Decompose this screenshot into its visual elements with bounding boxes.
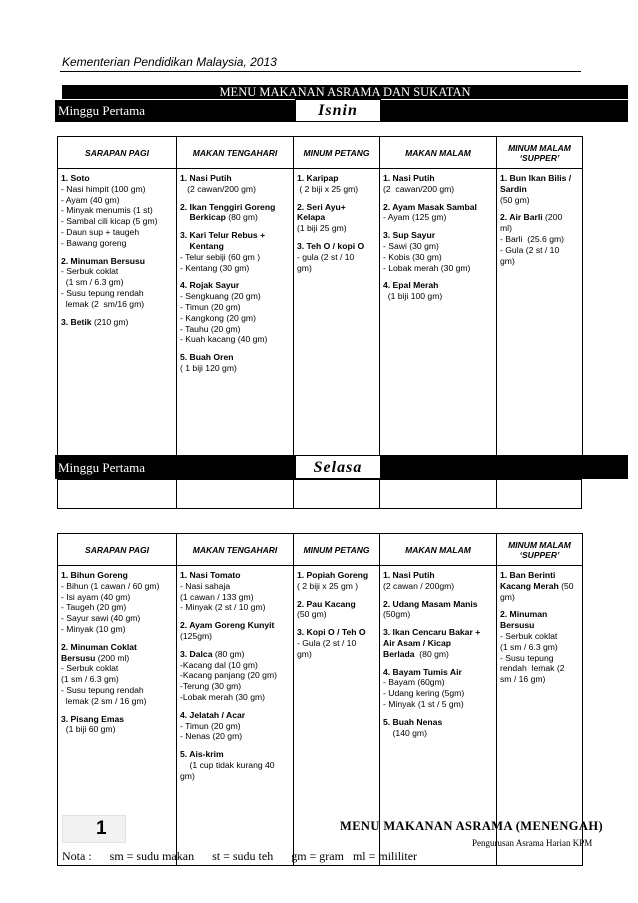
spacer [297,234,377,241]
menu-item-title: 2. Seri Ayu+ [297,201,346,212]
menu-item-title: 2. Ayam Masak Sambal [383,201,477,212]
menu-item-detail: -Kacang dal (10 gm) [180,659,258,670]
menu-item-detail: - Kentang (30 gm) [180,262,250,273]
column-header: SARAPAN PAGI [58,534,177,566]
menu-item-detail: 2. Air Barli (200 [500,212,563,223]
menu-item-detail: - Timun (20 gm) [180,301,241,312]
menu-item-title: 5. Ais-krim [180,749,224,760]
blank-cell [176,479,294,509]
menu-item-detail: - Susu tepung [500,652,554,663]
menu-item-detail: (1 biji 100 gm) [383,291,443,302]
menu-item-title: 2. Minuman Bersusu [61,255,146,266]
menu-item-detail: - Daun sup + taugeh [61,226,140,237]
spacer [61,249,174,256]
menu-item-detail: (140 gm) [383,727,427,738]
menu-item-detail: - Minyak menumis (1 st) [61,205,153,216]
menu-table-isnin [57,136,583,472]
column-header: MAKAN TENGAHARI [177,534,294,566]
menu-item-detail: - Minyak (2 st / 10 gm) [180,602,266,613]
menu-item-detail: Berkicap (80 gm) [180,212,258,223]
menu-cell [177,566,294,866]
spacer [180,642,291,649]
menu-item-detail: - Serbuk coklat [500,630,558,641]
menu-item-detail: - Sawi (30 gm) [383,240,439,251]
menu-item-detail: - Ayam (125 gm) [383,212,447,223]
week-label: Minggu Pertama [58,103,146,118]
menu-item-detail: Kacang Merah (50 [500,580,574,591]
menu-item-title: 3. Ikan Cencaru Bakar + [383,627,481,638]
menu-item-detail: - Minyak (10 gm) [61,623,126,634]
spacer [180,742,291,749]
menu-item-title: Kelapa [297,212,326,223]
menu-item-detail: gm) [180,770,195,781]
menu-item-detail: - Gula (2 st / 10 [500,244,560,255]
menu-item-title: 3. Teh O / kopi O [297,240,365,251]
main-title: MENU MAKANAN ASRAMA DAN SUKATAN [62,85,628,99]
menu-item-detail: (2 cawan/200 gm) [180,183,256,194]
menu-item-detail: - Ayam (40 gm) [61,194,120,205]
column-header: MINUM MALAM ‘SUPPER’ [497,137,583,169]
menu-item-detail: - Susu tepung rendah [61,287,144,298]
menu-item-detail: ( 1 biji 120 gm) [180,362,237,373]
menu-item-title: 2. Pau Kacang [297,598,356,609]
menu-item-detail: - gula (2 st / 10 [297,251,355,262]
spacer [297,195,377,202]
menu-item-detail: (50gm) [383,609,411,620]
menu-item-detail: gm) [500,591,515,602]
menu-item-detail: - Sayur sawi (40 gm) [61,613,141,624]
spacer [383,620,494,627]
spacer [383,660,494,667]
document-header: Kementerian Pendidikan Malaysia, 2013 [62,55,277,69]
menu-item-detail: - Kangkong (20 gm) [180,312,256,323]
menu-item-title: 1. Nasi Tomato [180,570,241,580]
menu-item-detail: - Telur sebiji (60 gm ) [180,251,261,262]
menu-item-detail: sm / 16 gm) [500,674,546,685]
menu-item-detail: - Bayam (60gm) [383,677,445,688]
menu-item-title: 1. Nasi Putih [383,173,435,183]
spacer [61,707,174,714]
spacer [297,592,377,599]
menu-item-detail: - Bihun (1 cawan / 60 gm) [61,580,160,591]
spacer [180,613,291,620]
menu-item-title: Sardin [500,183,527,194]
menu-item-title: 3. Kopi O / Teh O [297,627,366,638]
menu-item-title: 3. Pisang Emas [61,713,125,724]
column-header: SARAPAN PAGI [58,137,177,169]
blank-cell [379,479,497,509]
menu-item-title: 3. Sup Sayur [383,230,436,241]
column-header: MINUM PETANG [294,137,380,169]
menu-item-title: 3. Kari Telur Rebus + [180,230,266,241]
menu-item-detail: - Nasi himpit (100 gm) [61,183,146,194]
menu-item-detail: - Lobak merah (30 gm) [383,262,471,273]
day-label-selasa: Selasa [295,455,381,479]
menu-item-detail: - Sengkuang (20 gm) [180,291,261,302]
menu-item-detail: (2 cawan/200 gm) [383,183,455,194]
day-label-isnin: Isnin [295,99,381,122]
menu-item-detail: (1 cup tidak kurang 40 [180,759,275,770]
menu-cell [294,169,380,472]
menu-item-detail: rendah lemak (2 [500,663,565,674]
menu-item-detail: (125gm) [180,630,212,641]
spacer [61,635,174,642]
menu-item-detail: (50 gm) [297,609,327,620]
column-header: MINUM PETANG [294,534,380,566]
menu-item-detail: - Tauhu (20 gm) [180,323,241,334]
blank-row [57,479,582,509]
spacer [383,273,494,280]
spacer [180,345,291,352]
menu-item-detail: - Kuah kacang (40 gm) [180,334,268,345]
menu-item-detail: - Minyak (1 st / 5 gm) [383,698,464,709]
column-header: MINUM MALAM ‘SUPPER’ [497,534,583,566]
footer-subtitle: Pengurusan Asrama Harian KPM [472,838,593,848]
menu-item-detail: -Lobak merah (30 gm) [180,691,266,702]
menu-item-title: 1. Bihun Goreng [61,570,128,580]
spacer [383,592,494,599]
menu-item-detail: 3. Betik (210 gm) [61,316,129,327]
header-rule [60,71,581,72]
menu-item-detail: gm) [500,255,515,266]
menu-item-detail: ml) [500,223,512,234]
menu-item-title: 1. Soto [61,173,90,183]
menu-item-detail: - Nasi sahaja [180,580,231,591]
menu-item-title: Air Asam / Kicap [383,637,451,648]
menu-item-detail: gm) [297,262,312,273]
spacer [500,205,580,212]
menu-item-title: 4. Rojak Sayur [180,280,240,291]
menu-item-detail: (1 biji 60 gm) [61,724,116,735]
menu-item-detail: - Isi ayam (40 gm) [61,591,131,602]
menu-item-title: 5. Buah Nenas [383,716,443,727]
menu-item-detail: - Taugeh (20 gm) [61,602,127,613]
menu-item-detail: -Terung (30 gm) [180,681,242,692]
menu-item-title: 4. Epal Merah [383,280,439,291]
menu-item-detail: - Nenas (20 gm) [180,731,243,742]
column-header: MAKAN MALAM [380,137,497,169]
spacer [180,195,291,202]
menu-item-detail: (1 sm / 6.3 gm) [61,674,119,685]
menu-cell [380,169,497,472]
spacer [61,310,174,317]
blank-cell [293,479,380,509]
menu-item-detail: - Udang kering (5gm) [383,688,465,699]
menu-item-title: 2. Ikan Tenggiri Goreng [180,201,276,212]
menu-item-detail: lemak (2 sm/16 gm) [61,298,145,309]
menu-item-title: 4. Jelatah / Acar [180,709,246,720]
spacer [383,710,494,717]
menu-item-detail: - Serbuk coklat [61,266,119,277]
menu-item-title: 5. Buah Oren [180,352,234,363]
menu-item-detail: ( 2 biji x 25 gm) [297,183,359,194]
menu-item-detail: - Gula (2 st / 10 [297,637,357,648]
menu-item-detail: - Bawang goreng [61,237,127,248]
spacer [383,195,494,202]
menu-item-detail: - Sambal cili kicap (5 gm) [61,216,158,227]
page-number-box [62,815,126,843]
column-header: MAKAN TENGAHARI [177,137,294,169]
menu-item-detail: (1 sm / 6.3 gm) [61,277,124,288]
week-label: Minggu Pertama [58,460,146,475]
footer-title: MENU MAKANAN ASRAMA (MENENGAH) [340,819,604,833]
menu-item-detail: Bersusu (200 ml) [61,652,130,663]
menu-item-detail: - Serbuk coklat [61,663,119,674]
column-header: MAKAN MALAM [380,534,497,566]
menu-item-detail: lemak (2 sm / 16 gm) [61,695,147,706]
menu-item-detail: (1 biji 25 gm) [297,223,347,234]
menu-item-detail: - Kobis (30 gm) [383,251,442,262]
menu-cell [58,169,177,472]
menu-item-detail: gm) [297,648,312,659]
menu-item-title: 2. Minuman Coklat [61,641,137,652]
menu-item-detail: (1 cawan / 133 gm) [180,591,254,602]
menu-item-detail: ( 2 biji x 25 gm ) [297,580,359,591]
menu-item-title: 4. Bayam Tumis Air [383,666,462,677]
menu-item-detail: (2 cawan / 200gm) [383,580,455,591]
menu-item-title: 1. Ban Berinti [500,570,556,580]
menu-item-title: Bersusu [500,620,535,631]
menu-item-detail: (50 gm) [500,194,530,205]
menu-item-title: 2. Ayam Goreng Kunyit [180,620,275,631]
spacer [383,223,494,230]
menu-item-detail: (1 sm / 6.3 gm) [500,641,558,652]
menu-item-title: 2. Minuman [500,609,548,620]
spacer [180,223,291,230]
menu-item-detail: - Timun (20 gm) [180,720,241,731]
menu-item-detail: - Barli (25.6 gm) [500,233,564,244]
menu-item-title: 2. Udang Masam Manis [383,598,478,609]
menu-item-title: 1. Nasi Putih [180,173,232,183]
menu-item-title: 1. Nasi Putih [383,570,435,580]
menu-item-title: 1. Bun Ikan Bilis / [500,173,572,183]
menu-cell [177,169,294,472]
menu-item-detail: 3. Dalca (80 gm) [180,648,245,659]
menu-item-detail: -Kacang panjang (20 gm) [180,670,277,681]
menu-item-detail: - Susu tepung rendah [61,684,144,695]
menu-table-selasa [57,533,583,866]
spacer [500,602,580,609]
spacer [180,273,291,280]
spacer [297,620,377,627]
blank-cell [496,479,582,509]
page-number: 1 [96,818,107,839]
menu-item-title: 1. Karipap [297,173,339,183]
spacer [180,703,291,710]
menu-item-title: Kentang [180,240,224,251]
menu-item-detail: Berlada (80 gm) [383,648,449,659]
menu-item-title: 1. Popiah Goreng [297,570,369,580]
menu-cell [497,169,583,472]
blank-cell [57,479,177,509]
footer-note: Nota : sm = sudu makan st = sudu teh gm = gram ml = mililiter [62,849,418,863]
